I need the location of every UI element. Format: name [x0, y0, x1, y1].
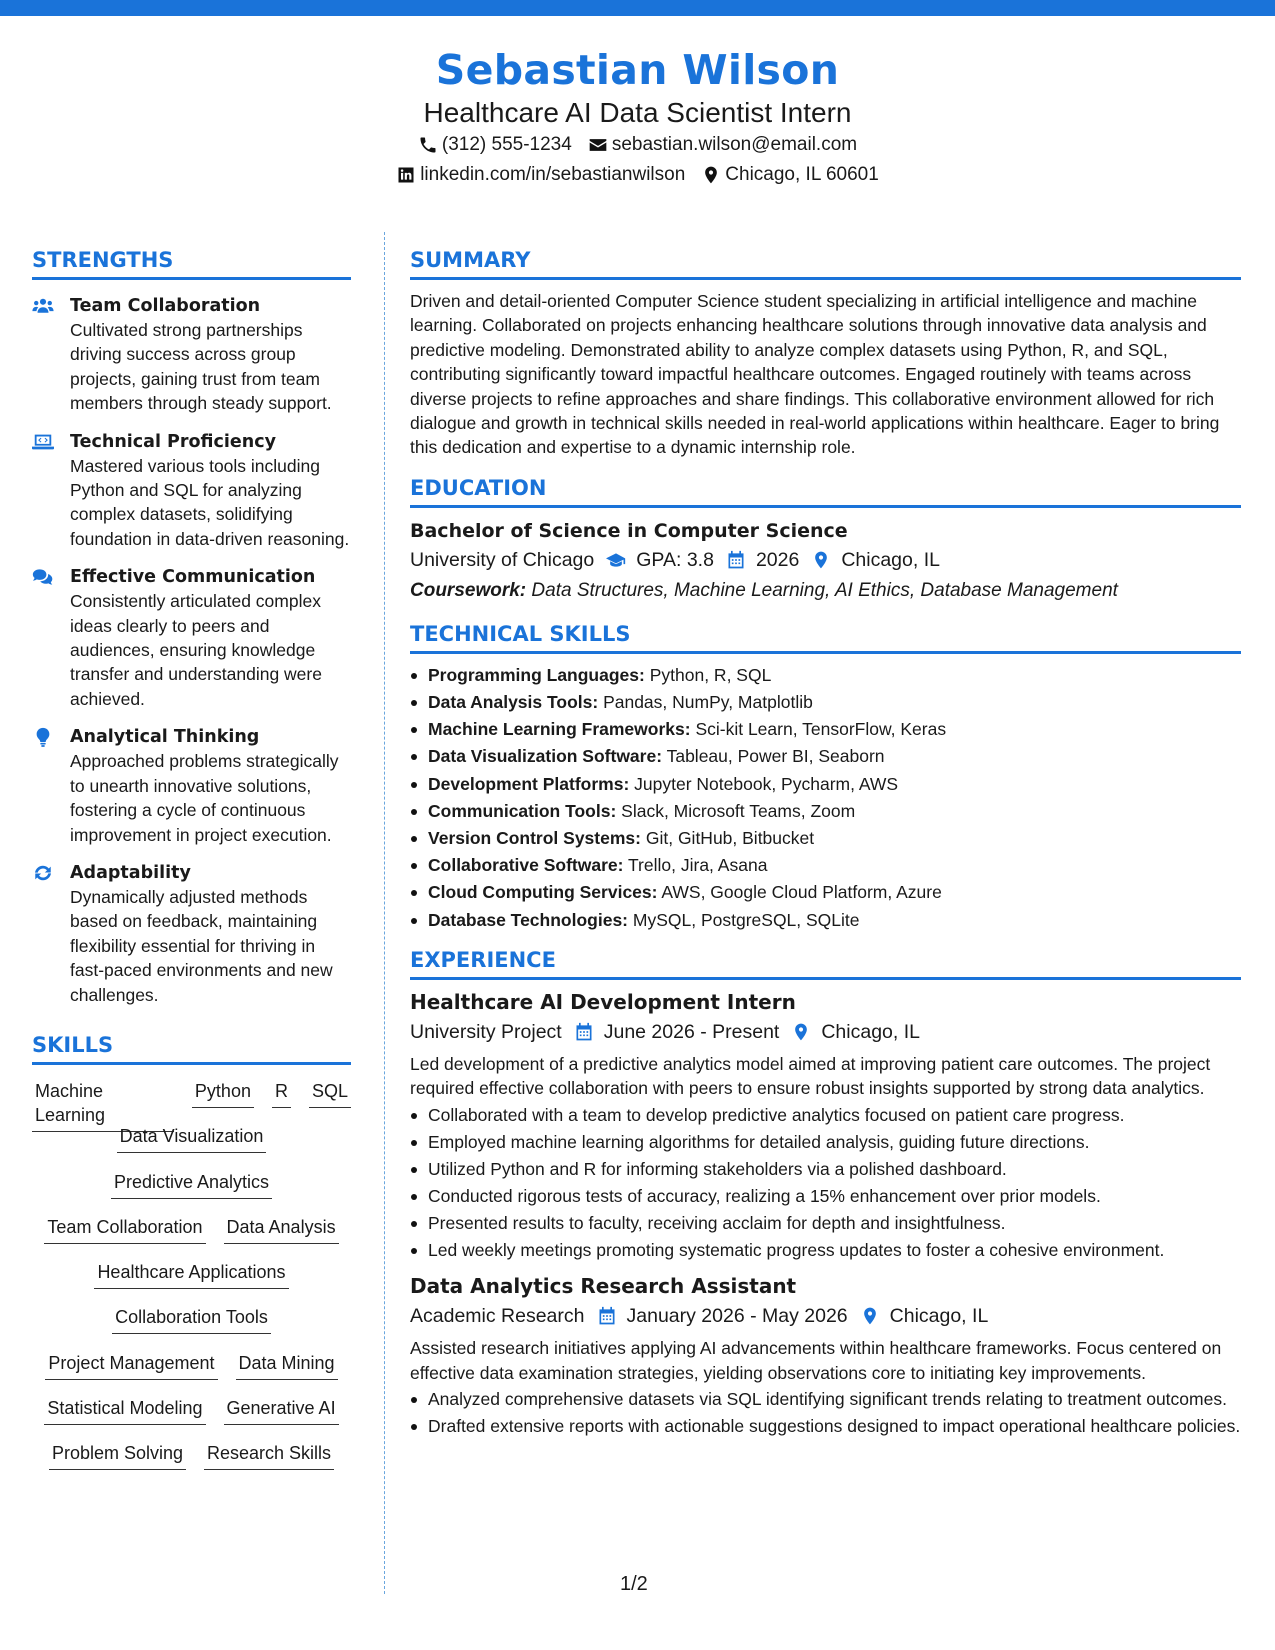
experience-heading: EXPERIENCE — [410, 946, 1241, 980]
email-contact[interactable] — [588, 130, 857, 160]
gpa-text: GPA: 3.8 — [636, 548, 714, 571]
strength-desc: Approached problems strategically to unearth innovative solutions, fostering a cycle of continuous improvement in project execution. — [70, 751, 339, 845]
degree-title: Bachelor of Science in Computer Science — [410, 519, 848, 542]
technical-skill-item — [410, 771, 1241, 798]
job-dates: January 2026 - May 2026 — [626, 1305, 848, 1328]
skills-row — [32, 1351, 351, 1396]
candidate-name: Sebastian Wilson — [435, 46, 840, 94]
skill-tag: Healthcare Applications — [94, 1260, 288, 1289]
job-entry — [410, 988, 1241, 1262]
skill-tag: Generative AI — [224, 1396, 339, 1425]
skill-tag: Problem Solving — [49, 1441, 186, 1470]
education-meta — [410, 544, 1241, 576]
strength-title: Analytical Thinking — [70, 727, 260, 748]
technical-skill-item — [410, 743, 1241, 770]
strength-title: Effective Communication — [70, 567, 316, 588]
skill-tag: Data Analysis — [224, 1215, 339, 1244]
job-bullet: Analyzed comprehensive datasets via SQL identifying significant trends relating to treatment outcomes. — [410, 1387, 1241, 1411]
skills-row — [32, 1215, 351, 1260]
job-entry — [410, 1272, 1241, 1439]
skill-tag: Team Collaboration — [44, 1215, 205, 1244]
location-contact — [701, 160, 879, 190]
strength-title: Technical Proficiency — [70, 431, 276, 452]
summary-text: Driven and detail-oriented Computer Science student specializing in artificial intelligence and machine learning. Collaborated on projects enhancing healthcare solutions through innovative data analysis and predictive modeling. Demonstrated ability to analyze complex datasets using Python, R, and SQL, contributing significantly toward impactful healthcare outcomes. Engaged routinely with teams across diverse projects to refine approaches and share findings. This collaborative environment allowed for rich dialogue and growth in technical skills needed in real-world applications within healthcare. Eager to bring this dedication and expertise to a dynamic internship role. — [410, 291, 1220, 458]
resume-header — [0, 44, 1275, 190]
technical-skill-value: MySQL, PostgreSQL, SQLite — [632, 909, 860, 930]
strength-title: Team Collaboration — [70, 296, 261, 316]
job-bullet: Employed machine learning algorithms for detailed analysis, guiding future directions. — [410, 1130, 1241, 1154]
map-pin-icon — [701, 165, 721, 185]
technical-skill-label: Cloud Computing Services: — [428, 882, 658, 903]
job-bullet: Led weekly meetings promoting systematic progress updates to foster a cohesive environment. — [410, 1238, 1241, 1262]
calendar-icon — [597, 1306, 617, 1326]
job-description: Led development of a predictive analytics model aimed at improving patient care outcomes. The project required effective collaboration with peers to ensure robust insights supported by strong data analytics. — [410, 1053, 1211, 1099]
phone-contact — [418, 130, 572, 160]
technical-skill-value: Tableau, Power BI, Seaborn — [666, 746, 885, 767]
technical-skill-label: Data Analysis Tools: — [428, 692, 599, 713]
job-bullet: Conducted rigorous tests of accuracy, realizing a 15% enhancement over prior models. — [410, 1184, 1241, 1208]
laptop-code-icon — [32, 432, 54, 452]
skill-tag: Predictive Analytics — [111, 1170, 272, 1199]
calendar-icon — [726, 550, 746, 570]
technical-skills-heading: TECHNICAL SKILLS — [410, 620, 1241, 654]
candidate-role: Healthcare AI Data Scientist Intern — [423, 97, 852, 128]
lightbulb-icon — [32, 727, 54, 747]
strength-item — [32, 294, 351, 416]
job-title: Healthcare AI Development Intern — [410, 989, 796, 1014]
technical-skill-value: Slack, Microsoft Teams, Zoom — [621, 800, 856, 821]
technical-skill-value: Git, GitHub, Bitbucket — [645, 828, 815, 849]
technical-skill-item — [410, 716, 1241, 743]
coursework-text: Data Structures, Machine Learning, AI Ethics, Database Management — [531, 579, 1118, 601]
job-bullet: Utilized Python and R for informing stakeholders via a polished dashboard. — [410, 1157, 1241, 1181]
technical-skill-item — [410, 825, 1241, 852]
skills-row — [32, 1441, 351, 1486]
technical-skill-item — [410, 907, 1241, 934]
technical-skill-label: Data Visualization Software: — [428, 746, 663, 767]
skill-tag: Project Management — [45, 1351, 217, 1380]
job-title: Data Analytics Research Assistant — [410, 1274, 797, 1299]
skill-tag: Data Visualization — [117, 1124, 267, 1153]
skill-tag: Machine Learning — [32, 1079, 174, 1132]
technical-skill-item — [410, 662, 1241, 689]
skills-tag-cloud — [32, 1079, 351, 1487]
technical-skill-value: Trello, Jira, Asana — [628, 855, 768, 876]
skills-row — [32, 1305, 351, 1350]
technical-skill-item — [410, 879, 1241, 906]
summary-heading: SUMMARY — [410, 246, 1241, 280]
users-icon — [32, 296, 54, 316]
location-text: Chicago, IL 60601 — [725, 164, 879, 185]
school-name: University of Chicago — [410, 548, 595, 571]
job-dates: June 2026 - Present — [603, 1020, 780, 1043]
education-heading: EDUCATION — [410, 474, 1241, 508]
skill-tag: Collaboration Tools — [112, 1305, 271, 1334]
technical-skill-label: Development Platforms: — [428, 773, 630, 794]
map-pin-icon — [811, 550, 831, 570]
strength-item — [32, 565, 351, 711]
graduation-year: 2026 — [755, 548, 800, 571]
phone-text: (312) 555-1234 — [441, 134, 572, 155]
technical-skill-item — [410, 852, 1241, 879]
skill-tag: Python — [192, 1079, 254, 1108]
job-meta — [410, 1016, 1241, 1048]
envelope-icon — [588, 135, 608, 155]
contact-row-2 — [0, 160, 1275, 190]
graduation-cap-icon — [606, 550, 626, 570]
top-accent-bar — [0, 0, 1275, 16]
comments-icon — [32, 567, 54, 587]
job-location: Chicago, IL — [889, 1305, 989, 1328]
technical-skill-label: Collaborative Software: — [428, 855, 624, 876]
coursework-label: Coursework: — [410, 579, 527, 601]
email-text[interactable]: sebastian.wilson@email.com — [611, 134, 858, 155]
strength-desc: Mastered various tools including Python and SQL for analyzing complex datasets, solidifying foundation in data-driven reasoning. — [70, 455, 350, 549]
strength-desc: Dynamically adjusted methods based on feedback, maintaining flexibility essential for thriving in fast-paced environments and new challenges. — [70, 886, 333, 1005]
technical-skill-label: Machine Learning Frameworks: — [428, 719, 691, 740]
skill-tag: Data Mining — [236, 1351, 338, 1380]
skill-tag: Statistical Modeling — [44, 1396, 205, 1425]
strength-title: Adaptability — [70, 862, 191, 883]
strength-item — [32, 430, 351, 552]
strength-item — [32, 861, 351, 1007]
job-bullet: Presented results to faculty, receiving acclaim for depth and insightfulness. — [410, 1211, 1241, 1235]
technical-skill-label: Communication Tools: — [428, 800, 617, 821]
technical-skill-label: Version Control Systems: — [428, 828, 641, 849]
job-meta — [410, 1300, 1241, 1332]
technical-skill-item — [410, 798, 1241, 825]
skills-row — [32, 1260, 351, 1305]
right-column — [410, 246, 1241, 1439]
technical-skill-label: Database Technologies: — [428, 909, 629, 930]
job-location: Chicago, IL — [821, 1020, 920, 1043]
sync-icon — [32, 863, 54, 883]
linkedin-icon — [396, 165, 416, 185]
job-org: Academic Research — [410, 1305, 585, 1328]
job-description: Assisted research initiatives applying AI advancements within healthcare frameworks. Focus centered on effective data examination strategies, yielding observations core to initiating key improvements. — [410, 1338, 1222, 1383]
school-location: Chicago, IL — [841, 548, 940, 571]
skill-tag: Research Skills — [204, 1441, 334, 1470]
page-number: 1/2 — [620, 1573, 648, 1595]
job-bullets — [410, 1103, 1241, 1262]
linkedin-contact[interactable] — [396, 160, 685, 190]
technical-skill-value: Pandas, NumPy, Matplotlib — [603, 692, 813, 713]
column-divider — [384, 232, 385, 1594]
left-column — [32, 246, 351, 1487]
coursework-line — [410, 576, 1241, 606]
strengths-heading: STRENGTHS — [32, 246, 351, 280]
skill-tag: SQL — [309, 1079, 351, 1108]
contact-row-1 — [0, 130, 1275, 160]
map-pin-icon — [791, 1022, 811, 1042]
skills-heading: SKILLS — [32, 1031, 351, 1065]
skills-row — [32, 1079, 351, 1124]
skill-tag: R — [272, 1079, 291, 1108]
technical-skill-label: Programming Languages: — [428, 664, 645, 685]
skills-row — [32, 1170, 351, 1215]
map-pin-icon — [860, 1306, 880, 1326]
technical-skill-value: Python, R, SQL — [649, 664, 772, 685]
job-org: University Project — [410, 1020, 562, 1043]
calendar-icon — [574, 1022, 594, 1042]
technical-skills-list — [410, 662, 1241, 934]
job-bullets — [410, 1387, 1241, 1438]
phone-icon — [418, 135, 438, 155]
technical-skill-value: Jupyter Notebook, Pycharm, AWS — [634, 773, 899, 794]
strength-item — [32, 725, 351, 847]
strength-desc: Consistently articulated complex ideas clearly to peers and audiences, ensuring knowledge transfer and understanding were achieved. — [70, 591, 322, 709]
strength-desc: Cultivated strong partnerships driving success across group projects, gaining trust from team members through steady support. — [70, 320, 332, 414]
skills-row — [32, 1396, 351, 1441]
job-bullet: Drafted extensive reports with actionable suggestions designed to impact operational healthcare policies. — [410, 1414, 1241, 1438]
linkedin-text[interactable]: linkedin.com/in/sebastianwilson — [420, 164, 686, 185]
technical-skill-value: Sci-kit Learn, TensorFlow, Keras — [695, 719, 947, 740]
technical-skill-item — [410, 689, 1241, 716]
technical-skill-value: AWS, Google Cloud Platform, Azure — [661, 882, 942, 903]
job-bullet: Collaborated with a team to develop predictive analytics focused on patient care progress. — [410, 1103, 1241, 1127]
